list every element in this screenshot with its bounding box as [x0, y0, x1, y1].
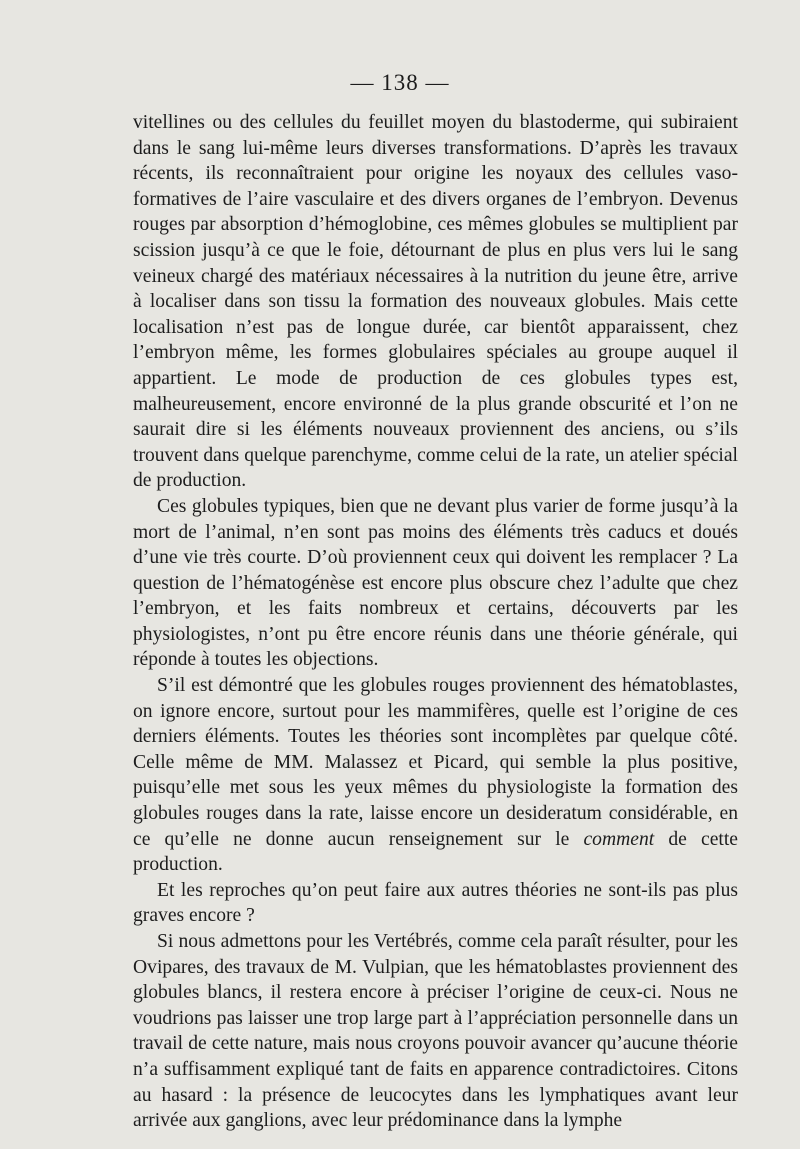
paragraph-globules-typiques: Ces globules typiques, bien que ne devant plus varier de forme jusqu’à la mort de l’animal, n’en sont pas moins des éléments très caducs et doués d’une vie très courte. D’où proviennent ceux qui doivent les remplacer ? La question de l’hématogénèse est encore plus obscure chez l’adulte que chez l’embryon, et les faits nombreux et certains, découverts par les physiologistes, n’ont pu être encore réunis dans une théorie générale, qui réponde à toutes les objections.: [133, 495, 738, 671]
paragraph-reproches: Et les reproches qu’on peut faire aux autres théories ne sont-ils pas plus graves encore ?: [133, 879, 738, 927]
paragraph-hematoblastes: [133, 673, 738, 878]
paragraph-hematoblastes-text: S’il est démontré que les globules rouges proviennent des hématoblastes, on ignore encore, surtout pour les mammifères, quelle est l’origine de ces derniers éléments. Toutes les théories sont incomplètes par quelque côté. Celle même de MM. Malassez et Picard, qui semble la plus positive, puisqu’elle met sous les yeux mêmes du physiologiste la formation des globules rouges dans la rate, laisse encore un desideratum considérable, en ce qu’elle ne donne aucun renseignement sur le: [133, 675, 738, 850]
paragraph-hematoblastes-end: de cette production.: [133, 828, 738, 876]
body-text: [133, 110, 738, 1134]
emphasis-comment: comment: [583, 828, 655, 850]
paragraph-continuation: vitellines ou des cellules du feuillet moyen du blastoderme, qui subiraient dans le sang lui-même leurs diverses transformations. D’après les travaux récents, ils reconnaîtraient pour origine les noyaux des cellules vaso-formatives de l’aire vasculaire et des divers organes de l’embryon. Devenus rouges par absorption d’hémoglobine, ces mêmes globules se multiplient par scission jusqu’à ce que le foie, détournant de plus en plus vers lui le sang veineux chargé des matériaux nécessaires à la nutrition du jeune être, arrive à localiser dans son tissu la formation des nouveaux globules. Mais cette localisation n’est pas de longue durée, car bientôt apparaissent, chez l’embryon même, les formes globulaires spéciales au groupe auquel il appartient. Le mode de production de ces globules types est, malheureusement, encore environné de la plus grande obscurité et l’on ne saurait dire si les éléments nouveaux proviennent des anciens, ou s’ils trouvent dans quelque parenchyme, comme celui de la rate, un atelier spécial de production.: [133, 112, 738, 492]
page-number: — 138 —: [350, 70, 450, 95]
paragraph-vertebres: Si nous admettons pour les Vertébrés, comme cela paraît résulter, pour les Ovipares, des travaux de M. Vulpian, que les hématoblastes proviennent des globules blancs, il restera encore à préciser l’origine de ceux-ci. Nous ne voudrions pas laisser une trop large part à l’appréciation personnelle dans un travail de cette nature, mais nous croyons pouvoir avancer qu’aucune théorie n’a suffisamment expliqué tant de faits en apparence contradictoires. Citons au hasard : la présence de leucocytes dans les lymphatiques avant leur arrivée aux ganglions, avec leur prédominance dans la lymphe: [133, 931, 738, 1132]
